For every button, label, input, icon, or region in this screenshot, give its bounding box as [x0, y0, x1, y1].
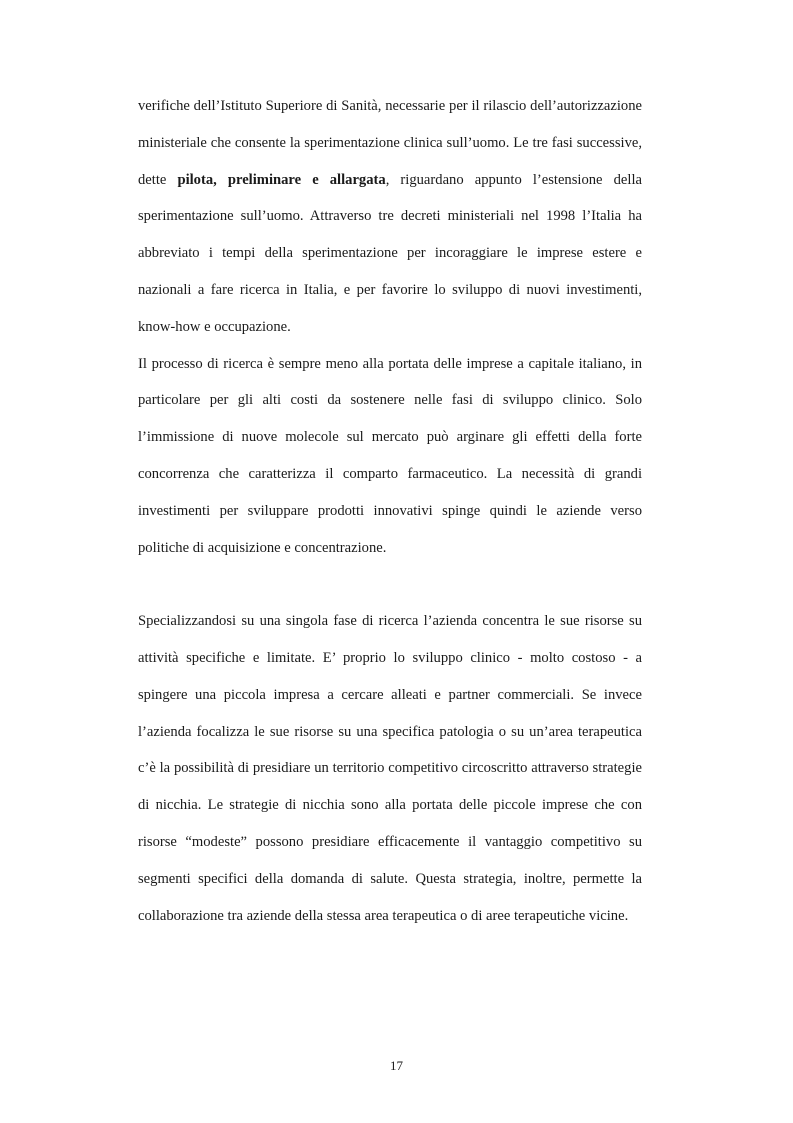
paragraph-1: [138, 88, 642, 346]
paragraph-spacer: [138, 566, 642, 603]
page-number: 17: [390, 1058, 403, 1073]
paragraph-1-bold-phrase: pilota, preliminare e allargata: [177, 171, 386, 188]
paragraph-2: Il processo di ricerca è sempre meno alla portata delle imprese a capitale italiano, in particolare per gli alti costi da sostenere nelle fasi di sviluppo clinico. Solo l’immissione di nuove molecole sul mercato può arginare gli effetti della forte concorrenza che caratterizza il comparto farmaceutico. La necessità di grandi investimenti per sviluppare prodotti innovativi spinge quindi le aziende verso politiche di acquisizione e concentrazione.: [138, 355, 642, 556]
paragraph-3: Specializzandosi su una singola fase di ricerca l’azienda concentra le sue risorse su attività specifiche e limitate. E’ proprio lo sviluppo clinico - molto costoso - a spingere una piccola impresa a cercare alleati e partner commerciali. Se invece l’azienda focalizza le sue risorse su una specifica patologia o su un’area terapeutica c’è la possibilità di presidiare un territorio competitivo circoscritto attraverso strategie di nicchia. Le strategie di nicchia sono alla portata delle piccole imprese che con risorse “modeste” possono presidiare efficacemente il vantaggio competitivo su segmenti specifici della domanda di salute. Questa strategia, inoltre, permette la collaborazione tra aziende della stessa area terapeutica o di aree terapeutiche vicine.: [138, 613, 642, 924]
paragraph-1-text-end: , riguardano appunto l’estensione della sperimentazione sull’uomo. Attraverso tre decreti ministeriali nel 1998 l’Italia ha abbreviato i tempi della sperimentazione per incoraggiare le imprese estere e nazionali a fare ricerca in Italia, e per favorire lo sviluppo di nuovi investimenti, know-how e occupazione.: [138, 171, 642, 335]
document-body: [138, 88, 642, 934]
paragraph-1-text-start: verifiche dell’Istituto Superiore di Sanità, necessarie per il rilascio dell’autorizzazione ministeriale che consente la sperimentazione clinica sull’uomo. Le tre fasi successive, dette: [138, 98, 642, 188]
